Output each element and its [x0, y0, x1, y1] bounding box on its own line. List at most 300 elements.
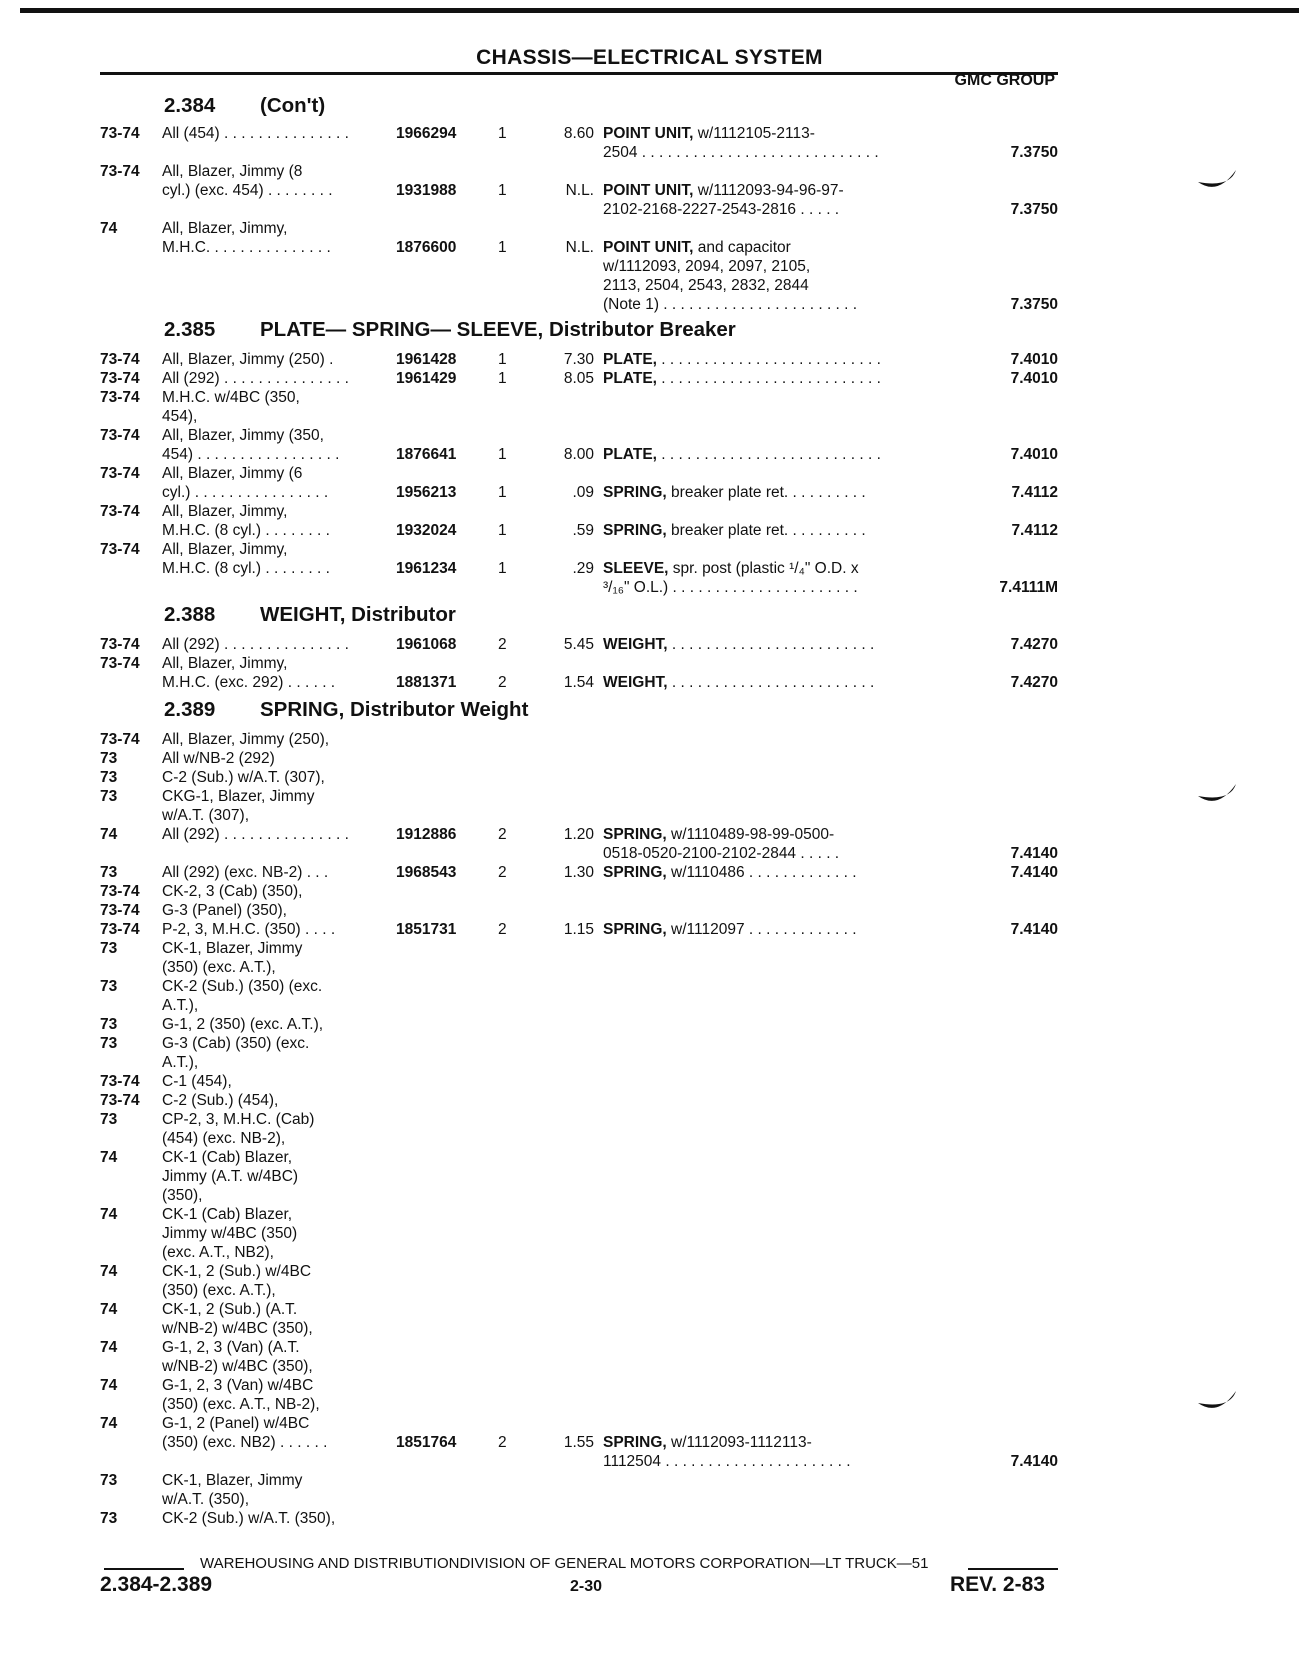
list-price: 1.54 — [563, 674, 594, 691]
parts-row — [100, 882, 1058, 901]
part-name: PLATE, — [603, 446, 657, 463]
parts-row — [100, 578, 1058, 597]
model-year: 73-74 — [100, 465, 140, 482]
list-price: N.L. — [565, 182, 594, 199]
parts-row — [100, 996, 1058, 1015]
model-year: 74 — [100, 1415, 118, 1432]
quantity: 1 — [498, 560, 507, 577]
gmc-group-number: 7.4112 — [1011, 484, 1058, 501]
part-name: SPRING, — [603, 484, 667, 501]
application: C-2 (Sub.) w/A.T. (307), — [162, 769, 325, 786]
description-text: . . . . . . . . . . . . . . . . . . . . . . . . — [667, 636, 875, 653]
part-name: PLATE, — [603, 351, 657, 368]
application: G-1, 2 (Panel) w/4BC — [162, 1415, 310, 1432]
section-heading — [164, 603, 456, 627]
quantity: 1 — [498, 484, 507, 501]
application: (350) (exc. A.T., NB-2), — [162, 1396, 320, 1413]
model-year: 73-74 — [100, 1092, 140, 1109]
quantity: 1 — [498, 182, 507, 199]
gmc-group-number: 7.3750 — [1010, 296, 1058, 313]
application: All, Blazer, Jimmy (250), — [162, 731, 330, 748]
gmc-group-number: 7.4010 — [1010, 446, 1058, 463]
description — [603, 238, 913, 257]
section-title: PLATE— SPRING— SLEEVE, Distributor Breaker — [260, 318, 736, 341]
gmc-group-number: 7.4140 — [1010, 864, 1058, 881]
model-year: 73-74 — [100, 883, 140, 900]
gmc-group-number: 7.4270 — [1010, 636, 1058, 653]
application: CK-1, Blazer, Jimmy — [162, 1472, 303, 1489]
parts-row — [100, 257, 1058, 276]
part-number: 1876641 — [396, 446, 457, 463]
gmc-group-number: 7.4111M — [999, 579, 1058, 596]
application: CK-2 (Sub.) (350) (exc. — [162, 978, 323, 995]
parts-row — [100, 1376, 1058, 1395]
quantity: 2 — [498, 921, 507, 938]
application: C-2 (Sub.) (454), — [162, 1092, 279, 1109]
parts-row — [100, 1300, 1058, 1319]
description — [603, 521, 913, 540]
footer-text: WAREHOUSING AND DISTRIBUTIONDIVISION OF GENERAL MOTORS CORPORATION—LT TRUCK—51 — [200, 1555, 929, 1572]
description-text: 1112504 . . . . . . . . . . . . . . . . . . . . . . — [603, 1453, 851, 1470]
application: w/A.T. (350), — [162, 1491, 249, 1508]
application: All, Blazer, Jimmy (6 — [162, 465, 303, 482]
description — [603, 844, 913, 863]
parts-row — [100, 863, 1058, 882]
application: (350) (exc. NB2) . . . . . . — [162, 1434, 328, 1451]
application: All, Blazer, Jimmy, — [162, 220, 288, 237]
application: M.H.C. (exc. 292) . . . . . . — [162, 674, 336, 691]
quantity: 1 — [498, 370, 507, 387]
part-number: 1851764 — [396, 1434, 457, 1451]
model-year: 74 — [100, 1149, 118, 1166]
quantity: 2 — [498, 826, 507, 843]
application: G-3 (Cab) (350) (exc. — [162, 1035, 310, 1052]
footer-rule-right — [968, 1568, 1058, 1570]
part-name: WEIGHT, — [603, 636, 668, 653]
parts-row — [100, 806, 1058, 825]
list-price: .29 — [572, 560, 594, 577]
application: All, Blazer, Jimmy, — [162, 541, 288, 558]
description — [603, 124, 913, 143]
part-name: SLEEVE, — [603, 560, 669, 577]
parts-row — [100, 521, 1058, 540]
description — [603, 276, 913, 295]
model-year: 73-74 — [100, 427, 140, 444]
model-year: 73-74 — [100, 125, 140, 142]
parts-row — [100, 559, 1058, 578]
application: CK-1, Blazer, Jimmy — [162, 940, 303, 957]
application: P-2, 3, M.H.C. (350) . . . . — [162, 921, 336, 938]
description — [603, 350, 913, 369]
description-text: . . . . . . . . . . . . . . . . . . . . . . . . . . — [656, 446, 881, 463]
application: (exc. A.T., NB2), — [162, 1244, 274, 1261]
application: (350) (exc. A.T.), — [162, 959, 276, 976]
gmc-group-number: 7.4010 — [1010, 370, 1058, 387]
application: Jimmy w/4BC (350) — [162, 1225, 298, 1242]
description — [603, 295, 913, 314]
part-number: 1966294 — [396, 125, 457, 142]
description-text: 2113, 2504, 2543, 2832, 2844 — [603, 277, 809, 294]
parts-row — [100, 939, 1058, 958]
application: w/NB-2) w/4BC (350), — [162, 1320, 313, 1337]
quantity: 2 — [498, 636, 507, 653]
application: (350), — [162, 1187, 203, 1204]
model-year: 74 — [100, 1377, 118, 1394]
list-price: 1.30 — [563, 864, 594, 881]
list-price: .09 — [572, 484, 594, 501]
model-year: 73-74 — [100, 1073, 140, 1090]
application: 454) . . . . . . . . . . . . . . . . . — [162, 446, 340, 463]
model-year: 73-74 — [100, 389, 140, 406]
binder-hole-mark-icon — [1196, 166, 1240, 196]
footer-revision: REV. 2-83 — [950, 1573, 1045, 1596]
quantity: 2 — [498, 1434, 507, 1451]
list-price: 1.55 — [563, 1434, 594, 1451]
parts-row — [100, 787, 1058, 806]
list-price: N.L. — [565, 239, 594, 256]
model-year: 73 — [100, 769, 118, 786]
part-name: WEIGHT, — [603, 674, 668, 691]
description — [603, 920, 913, 939]
parts-row — [100, 1186, 1058, 1205]
model-year: 73 — [100, 864, 118, 881]
parts-row — [100, 749, 1058, 768]
gmc-group-number: 7.4140 — [1010, 845, 1058, 862]
parts-row — [100, 1110, 1058, 1129]
part-name: POINT UNIT, — [603, 125, 694, 142]
description-text: w/1110486 . . . . . . . . . . . . . — [666, 864, 857, 881]
part-number: 1961429 — [396, 370, 457, 387]
model-year: 73-74 — [100, 636, 140, 653]
model-year: 73 — [100, 788, 118, 805]
section-number: 2.385 — [164, 318, 216, 341]
application: M.H.C. (8 cyl.) . . . . . . . . — [162, 560, 330, 577]
parts-row — [100, 1395, 1058, 1414]
parts-row — [100, 1034, 1058, 1053]
quantity: 2 — [498, 674, 507, 691]
quantity: 1 — [498, 446, 507, 463]
footer-rule-left — [104, 1568, 184, 1570]
quantity: 1 — [498, 351, 507, 368]
parts-row — [100, 483, 1058, 502]
application: All, Blazer, Jimmy, — [162, 503, 288, 520]
parts-row — [100, 1319, 1058, 1338]
section-title: SPRING, Distributor Weight — [260, 698, 529, 721]
model-year: 74 — [100, 826, 118, 843]
description-text: and capacitor — [693, 239, 791, 256]
list-price: .59 — [572, 522, 594, 539]
parts-row — [100, 844, 1058, 863]
application: All w/NB-2 (292) — [162, 750, 275, 767]
description-text: w/1110489-98-99-0500- — [666, 826, 835, 843]
part-number: 1932024 — [396, 522, 457, 539]
list-price: 1.15 — [563, 921, 594, 938]
application: M.H.C. w/4BC (350, — [162, 389, 300, 406]
section-heading — [164, 94, 325, 118]
part-number: 1961428 — [396, 351, 457, 368]
section-heading — [164, 698, 528, 722]
parts-row — [100, 502, 1058, 521]
model-year: 73-74 — [100, 370, 140, 387]
application: G-3 (Panel) (350), — [162, 902, 287, 919]
gmc-group-number: 7.4112 — [1011, 522, 1058, 539]
application: cyl.) (exc. 454) . . . . . . . . — [162, 182, 333, 199]
part-name: PLATE, — [603, 370, 657, 387]
parts-row — [100, 295, 1058, 314]
gmc-group-number: 7.4140 — [1010, 1453, 1058, 1470]
footer-range: 2.384-2.389 — [100, 1573, 213, 1596]
model-year: 73-74 — [100, 902, 140, 919]
application: All, Blazer, Jimmy (250) . — [162, 351, 334, 368]
description-text: (Note 1) . . . . . . . . . . . . . . . . . . . . . . . — [603, 296, 858, 313]
model-year: 74 — [100, 1206, 118, 1223]
gmc-group-number: 7.3750 — [1010, 201, 1058, 218]
parts-row — [100, 388, 1058, 407]
model-year: 73-74 — [100, 503, 140, 520]
model-year: 74 — [100, 1339, 118, 1356]
parts-row — [100, 1243, 1058, 1262]
application: All (454) . . . . . . . . . . . . . . . — [162, 125, 349, 142]
application: All (292) . . . . . . . . . . . . . . . — [162, 826, 349, 843]
part-number: 1961068 — [396, 636, 457, 653]
parts-row — [100, 1414, 1058, 1433]
model-year: 74 — [100, 1301, 118, 1318]
parts-row — [100, 768, 1058, 787]
parts-row — [100, 1167, 1058, 1186]
part-name: SPRING, — [603, 1434, 667, 1451]
parts-row — [100, 464, 1058, 483]
application: A.T.), — [162, 997, 199, 1014]
application: CK-2, 3 (Cab) (350), — [162, 883, 303, 900]
section-heading — [164, 318, 736, 342]
section-title: WEIGHT, Distributor — [260, 603, 456, 626]
application: CK-1 (Cab) Blazer, — [162, 1149, 293, 1166]
parts-row — [100, 825, 1058, 844]
description-text: breaker plate ret. . . . . . . . . . — [666, 484, 866, 501]
parts-row — [100, 920, 1058, 939]
description-text: . . . . . . . . . . . . . . . . . . . . . . . . . . — [656, 370, 881, 387]
parts-row — [100, 1281, 1058, 1300]
model-year: 74 — [100, 220, 118, 237]
application: CKG-1, Blazer, Jimmy — [162, 788, 315, 805]
parts-row — [100, 977, 1058, 996]
part-number: 1968543 — [396, 864, 457, 881]
gmc-group-number: 7.4140 — [1010, 921, 1058, 938]
parts-row — [100, 1471, 1058, 1490]
application: C-1 (454), — [162, 1073, 232, 1090]
part-name: SPRING, — [603, 921, 667, 938]
parts-row — [100, 350, 1058, 369]
description — [603, 635, 913, 654]
model-year: 73-74 — [100, 921, 140, 938]
page-title: CHASSIS—ELECTRICAL SYSTEM — [476, 46, 823, 69]
parts-row — [100, 1262, 1058, 1281]
description — [603, 1452, 913, 1471]
parts-row — [100, 1148, 1058, 1167]
application: 454), — [162, 408, 198, 425]
part-number: 1961234 — [396, 560, 457, 577]
part-name: SPRING, — [603, 826, 667, 843]
model-year: 73 — [100, 750, 118, 767]
parts-row — [100, 238, 1058, 257]
part-number: 1912886 — [396, 826, 457, 843]
parts-row — [100, 200, 1058, 219]
parts-row — [100, 901, 1058, 920]
application: CP-2, 3, M.H.C. (Cab) — [162, 1111, 315, 1128]
parts-row — [100, 1338, 1058, 1357]
application: All (292) . . . . . . . . . . . . . . . — [162, 370, 349, 387]
parts-row — [100, 407, 1058, 426]
part-name: SPRING, — [603, 864, 667, 881]
gmc-group-number: 7.3750 — [1010, 144, 1058, 161]
application: w/A.T. (307), — [162, 807, 249, 824]
list-price: 1.20 — [563, 826, 594, 843]
parts-row — [100, 445, 1058, 464]
description — [603, 257, 913, 276]
parts-row — [100, 124, 1058, 143]
parts-row — [100, 162, 1058, 181]
title-rule — [100, 72, 1058, 75]
application: All (292) (exc. NB-2) . . . — [162, 864, 329, 881]
part-name: POINT UNIT, — [603, 182, 694, 199]
application: All, Blazer, Jimmy (350, — [162, 427, 324, 444]
quantity: 1 — [498, 522, 507, 539]
model-year: 73-74 — [100, 541, 140, 558]
parts-row — [100, 1433, 1058, 1452]
description-text: breaker plate ret. . . . . . . . . . — [666, 522, 866, 539]
parts-row — [100, 1205, 1058, 1224]
description — [603, 369, 913, 388]
parts-row — [100, 143, 1058, 162]
application: All (292) . . . . . . . . . . . . . . . — [162, 636, 349, 653]
description-text: w/1112093-1112113- — [666, 1434, 812, 1451]
application: w/NB-2) w/4BC (350), — [162, 1358, 313, 1375]
application: CK-2 (Sub.) w/A.T. (350), — [162, 1510, 336, 1527]
application: (350) (exc. A.T.), — [162, 1282, 276, 1299]
quantity: 1 — [498, 125, 507, 142]
application: G-1, 2 (350) (exc. A.T.), — [162, 1016, 324, 1033]
application: CK-1 (Cab) Blazer, — [162, 1206, 293, 1223]
application: All, Blazer, Jimmy (8 — [162, 163, 303, 180]
part-number: 1931988 — [396, 182, 457, 199]
description-text: ³/₁₆" O.L.) . . . . . . . . . . . . . . . . . . . . . . — [603, 579, 858, 596]
parts-row — [100, 1129, 1058, 1148]
model-year: 73 — [100, 1035, 118, 1052]
parts-row — [100, 958, 1058, 977]
description-text: spr. post (plastic ¹/₄" O.D. x — [668, 560, 859, 577]
parts-row — [100, 1053, 1058, 1072]
list-price: 5.45 — [563, 636, 594, 653]
description-text: w/1112105-2113- — [693, 125, 815, 142]
gmc-group-number: 7.4270 — [1010, 674, 1058, 691]
model-year: 74 — [100, 1263, 118, 1280]
page-number: 2-30 — [570, 1578, 603, 1595]
description-text: w/1112097 . . . . . . . . . . . . . — [666, 921, 857, 938]
parts-row — [100, 1452, 1058, 1471]
application: CK-1, 2 (Sub.) w/4BC — [162, 1263, 312, 1280]
description-text: 2102-2168-2227-2543-2816 . . . . . — [603, 201, 840, 218]
model-year: 73 — [100, 1510, 118, 1527]
description — [603, 200, 913, 219]
list-price: 7.30 — [563, 351, 594, 368]
list-price: 8.60 — [563, 125, 594, 142]
model-year: 73 — [100, 940, 118, 957]
quantity: 2 — [498, 864, 507, 881]
quantity: 1 — [498, 239, 507, 256]
gmc-group-heading: GMC GROUP — [954, 72, 1055, 89]
top-rule — [20, 8, 1299, 13]
description — [603, 578, 913, 597]
parts-row — [100, 1357, 1058, 1376]
parts-row — [100, 1224, 1058, 1243]
description-text: . . . . . . . . . . . . . . . . . . . . . . . . . . — [656, 351, 881, 368]
description — [603, 181, 913, 200]
parts-row — [100, 219, 1058, 238]
description — [603, 863, 913, 882]
description-text: 0518-0520-2100-2102-2844 . . . . . — [603, 845, 840, 862]
binder-hole-mark-icon — [1196, 780, 1240, 810]
parts-row — [100, 1490, 1058, 1509]
model-year: 73 — [100, 1472, 118, 1489]
parts-row — [100, 1015, 1058, 1034]
gmc-group-number: 7.4010 — [1010, 351, 1058, 368]
application: cyl.) . . . . . . . . . . . . . . . . — [162, 484, 329, 501]
part-name: SPRING, — [603, 522, 667, 539]
description-text: 2504 . . . . . . . . . . . . . . . . . . . . . . . . . . . . — [603, 144, 879, 161]
description — [603, 143, 913, 162]
parts-row — [100, 276, 1058, 295]
description — [603, 1433, 913, 1452]
model-year: 73-74 — [100, 351, 140, 368]
model-year: 73-74 — [100, 655, 140, 672]
description — [603, 559, 913, 578]
model-year: 73 — [100, 978, 118, 995]
description — [603, 825, 913, 844]
parts-row — [100, 540, 1058, 559]
part-number: 1881371 — [396, 674, 457, 691]
application: G-1, 2, 3 (Van) w/4BC — [162, 1377, 314, 1394]
description — [603, 445, 913, 464]
part-number: 1956213 — [396, 484, 457, 501]
model-year: 73-74 — [100, 163, 140, 180]
section-number: 2.384 — [164, 94, 216, 117]
part-number: 1851731 — [396, 921, 457, 938]
model-year: 73 — [100, 1111, 118, 1128]
part-name: POINT UNIT, — [603, 239, 694, 256]
description — [603, 483, 913, 502]
parts-row — [100, 1091, 1058, 1110]
list-price: 8.05 — [563, 370, 594, 387]
binder-hole-mark-icon — [1196, 1387, 1240, 1417]
application: M.H.C. (8 cyl.) . . . . . . . . — [162, 522, 330, 539]
parts-row — [100, 654, 1058, 673]
model-year: 73-74 — [100, 731, 140, 748]
parts-row — [100, 730, 1058, 749]
parts-row — [100, 181, 1058, 200]
parts-row — [100, 369, 1058, 388]
parts-row — [100, 1509, 1058, 1528]
application: Jimmy (A.T. w/4BC) — [162, 1168, 299, 1185]
application: All, Blazer, Jimmy, — [162, 655, 288, 672]
section-number: 2.388 — [164, 603, 216, 626]
parts-row — [100, 635, 1058, 654]
list-price: 8.00 — [563, 446, 594, 463]
model-year: 73 — [100, 1016, 118, 1033]
application: (454) (exc. NB-2), — [162, 1130, 286, 1147]
parts-row — [100, 673, 1058, 692]
description — [603, 673, 913, 692]
description-text: w/1112093-94-96-97- — [693, 182, 844, 199]
